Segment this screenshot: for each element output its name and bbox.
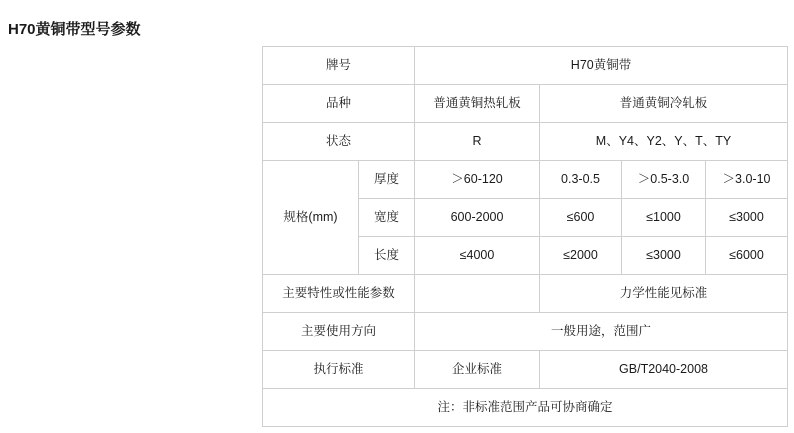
table-row	[263, 389, 788, 427]
table-row	[263, 313, 788, 351]
width-value-1: 600-2000	[415, 199, 540, 237]
table-row	[263, 161, 788, 199]
page-title: H70黄铜带型号参数	[8, 21, 141, 38]
state-hot-value: R	[415, 123, 540, 161]
thickness-value-1: ＞60-120	[415, 161, 540, 199]
table-row	[263, 351, 788, 389]
variety-hot-value: 普通黄铜热轧板	[415, 85, 540, 123]
width-value-3: ≤1000	[622, 199, 706, 237]
length-value-4: ≤6000	[706, 237, 788, 275]
note-text: 注：非标准范围产品可协商确定	[263, 389, 788, 427]
thickness-value-4: ＞3.0-10	[706, 161, 788, 199]
usage-label: 主要使用方向	[263, 313, 415, 351]
brand-value: H70黄铜带	[415, 47, 788, 85]
table-row	[263, 85, 788, 123]
thickness-label: 厚度	[359, 161, 415, 199]
table-row	[263, 123, 788, 161]
width-label: 宽度	[359, 199, 415, 237]
standard-value-1: 企业标准	[415, 351, 540, 389]
table-row	[263, 47, 788, 85]
thickness-value-3: ＞0.5-3.0	[622, 161, 706, 199]
brand-label: 牌号	[263, 47, 415, 85]
variety-label: 品种	[263, 85, 415, 123]
state-label: 状态	[263, 123, 415, 161]
spec-label: 规格(mm)	[263, 161, 359, 275]
features-blank-cell	[415, 275, 540, 313]
state-cold-value: M、Y4、Y2、Y、T、TY	[540, 123, 788, 161]
usage-value: 一般用途，范围广	[415, 313, 788, 351]
features-label: 主要特性或性能参数	[263, 275, 415, 313]
length-value-2: ≤2000	[540, 237, 622, 275]
width-value-4: ≤3000	[706, 199, 788, 237]
standard-label: 执行标准	[263, 351, 415, 389]
table-row	[263, 275, 788, 313]
standard-value-2: GB/T2040-2008	[540, 351, 788, 389]
spec-table-container	[262, 46, 787, 427]
length-value-1: ≤4000	[415, 237, 540, 275]
features-value: 力学性能见标准	[540, 275, 788, 313]
thickness-value-2: 0.3-0.5	[540, 161, 622, 199]
width-value-2: ≤600	[540, 199, 622, 237]
variety-cold-value: 普通黄铜冷轧板	[540, 85, 788, 123]
length-value-3: ≤3000	[622, 237, 706, 275]
length-label: 长度	[359, 237, 415, 275]
spec-table	[262, 46, 788, 427]
